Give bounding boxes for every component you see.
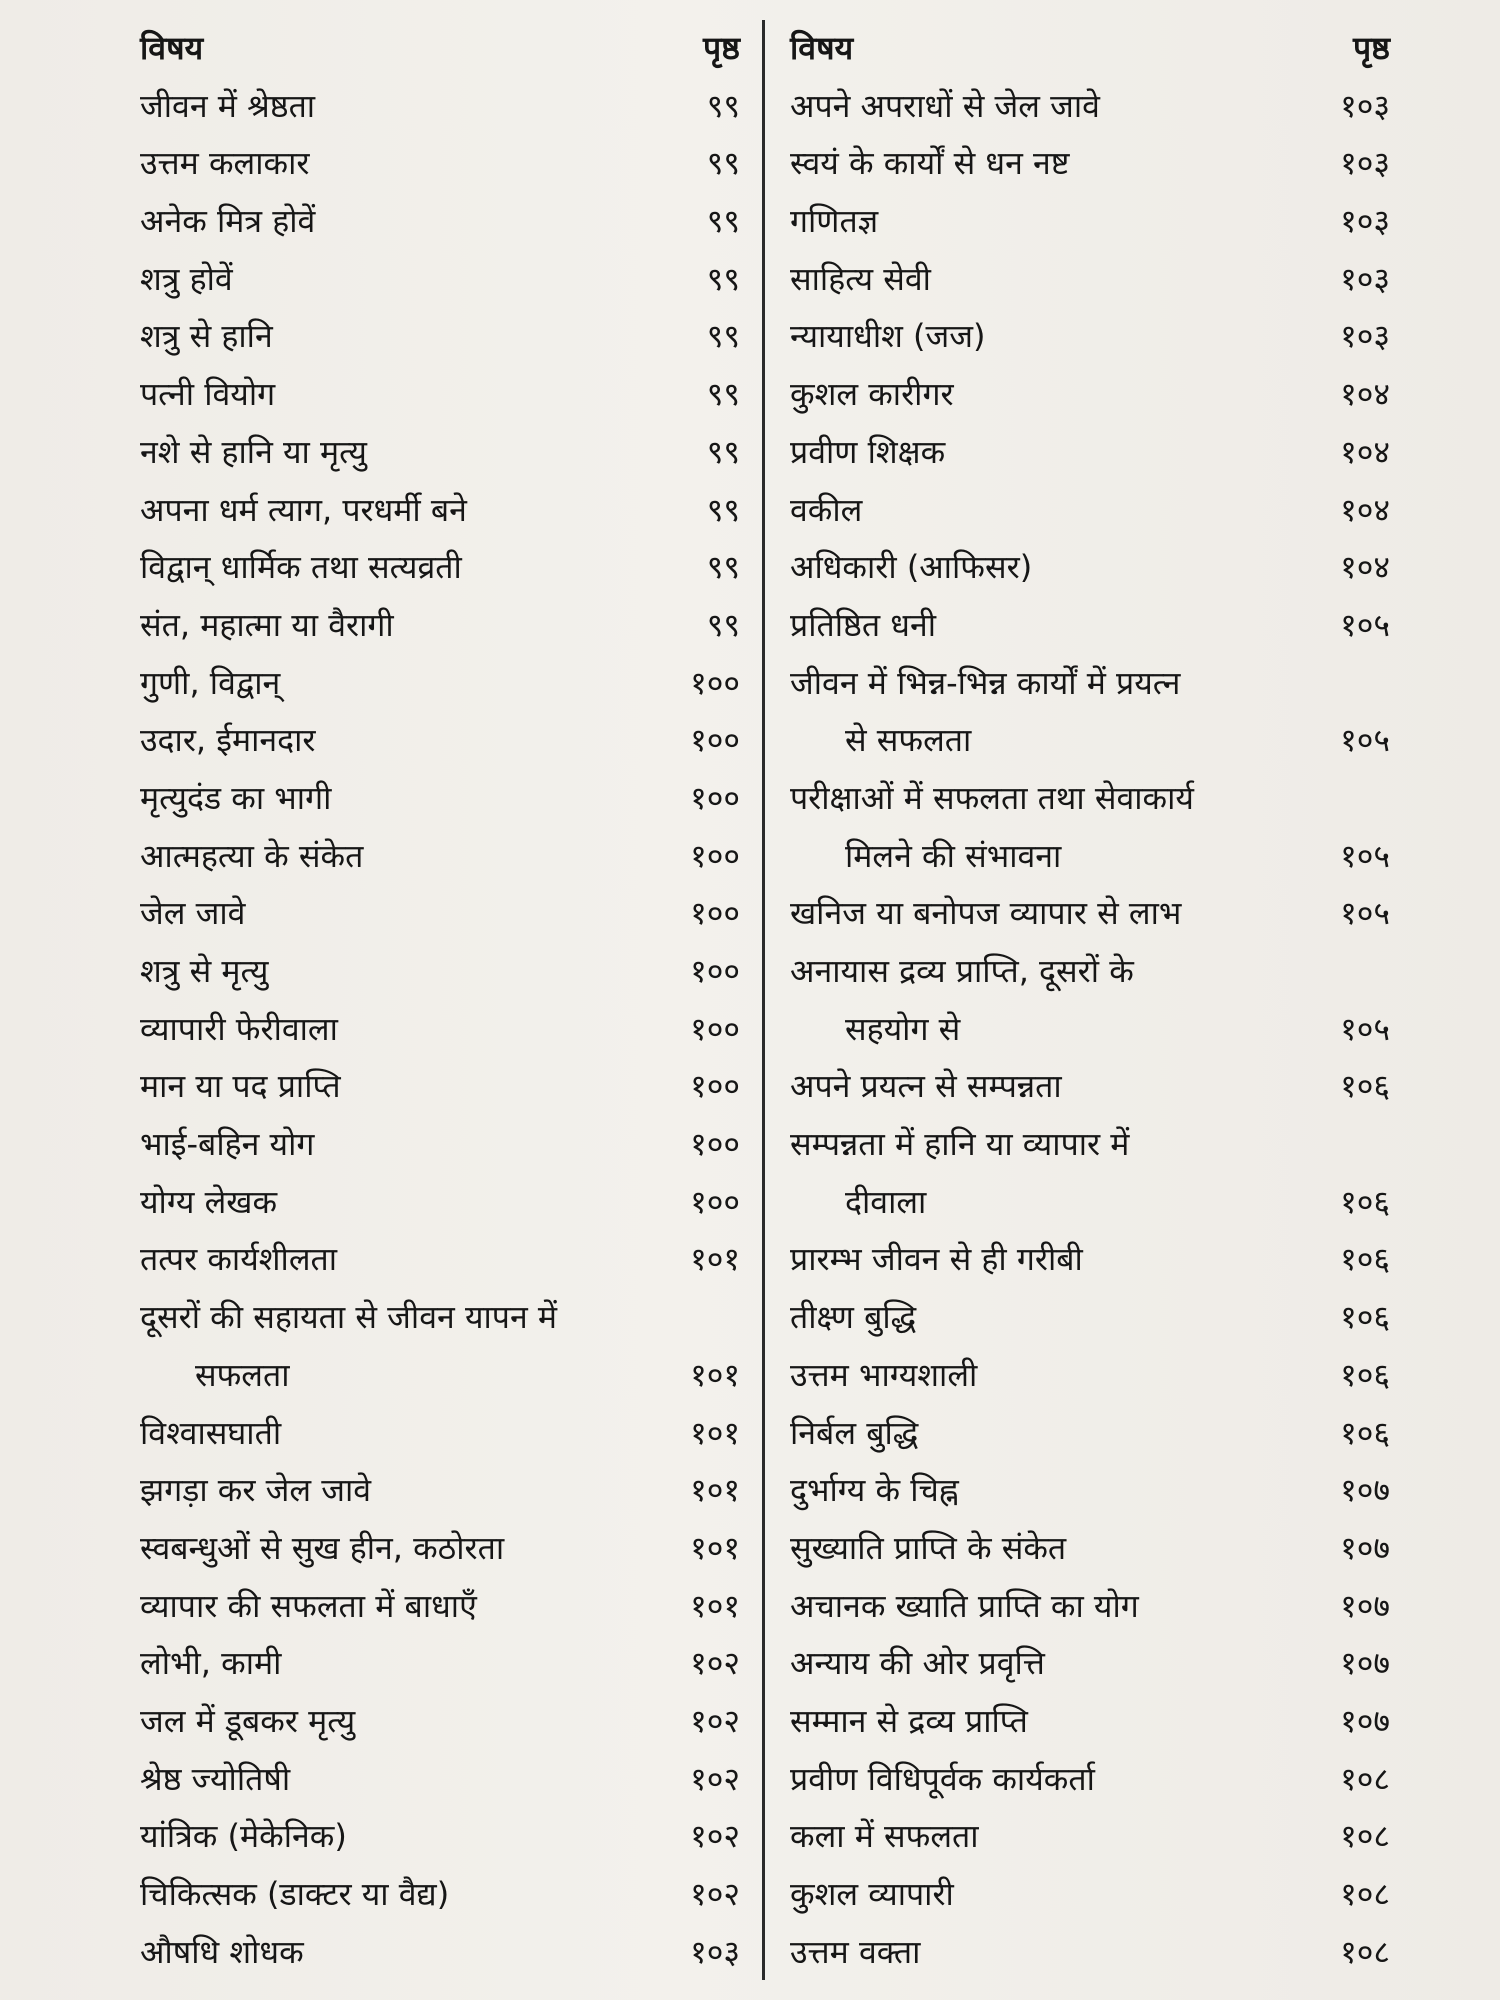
- entry-page-number: १००: [690, 1125, 740, 1164]
- entry-page-number: ९९: [706, 144, 740, 183]
- index-entry: [790, 78, 1390, 136]
- entry-topic: साहित्य सेवी: [790, 259, 931, 298]
- entry-topic: पत्नी वियोग: [140, 375, 276, 414]
- entry-page-number: १०३: [1340, 144, 1390, 183]
- index-entry: [790, 1405, 1390, 1463]
- entry-topic: अपने अपराधों से जेल जावे: [790, 86, 1100, 125]
- index-entry: [140, 1635, 740, 1693]
- entry-page-number: १०७: [1340, 1701, 1390, 1740]
- entry-topic: गुणी, विद्वान्: [140, 663, 281, 702]
- left-entry-list: [140, 78, 740, 1982]
- index-entry: [140, 482, 740, 540]
- entry-page-number: १०५: [1340, 836, 1390, 875]
- entry-topic: अनायास द्रव्य प्राप्ति, दूसरों के: [790, 952, 1134, 990]
- entry-topic: योग्य लेखक: [140, 1182, 278, 1221]
- entry-page-number: १००: [690, 1182, 740, 1221]
- entry-topic: प्रारम्भ जीवन से ही गरीबी: [790, 1240, 1083, 1279]
- entry-topic: नशे से हानि या मृत्यु: [140, 432, 367, 471]
- entry-topic: शत्रु से हानि: [140, 317, 273, 356]
- index-entry: [140, 1231, 740, 1289]
- entry-page-number: १००: [690, 1067, 740, 1106]
- index-entry: [140, 655, 740, 713]
- entry-topic: उदार, ईमानदार: [140, 721, 316, 760]
- entry-page-number: १०१: [690, 1413, 740, 1452]
- index-entry: [790, 482, 1390, 540]
- entry-topic: उत्तम भाग्यशाली: [790, 1355, 978, 1394]
- index-entry: [790, 1924, 1390, 1982]
- entry-topic: मान या पद प्राप्ति: [140, 1067, 341, 1106]
- entry-page-number: १००: [690, 663, 740, 702]
- entry-page-number: १०५: [1340, 721, 1390, 760]
- page-heading: पृष्ठ: [1352, 29, 1390, 67]
- entry-topic: उत्तम वक्ता: [790, 1932, 921, 1971]
- entry-page-number: १०७: [1340, 1471, 1390, 1510]
- index-entry: [140, 885, 740, 943]
- entry-topic: यांत्रिक (मेकेनिक): [140, 1817, 347, 1856]
- entry-page-number: १०२: [690, 1644, 740, 1683]
- entry-page-number: १०४: [1340, 490, 1390, 529]
- entry-page-number: १०१: [690, 1528, 740, 1567]
- index-entry: [140, 770, 740, 828]
- entry-page-number: १०८: [1340, 1817, 1390, 1856]
- entry-topic: लोभी, कामी: [140, 1644, 282, 1683]
- page-heading: पृष्ठ: [702, 29, 740, 67]
- index-entry: [790, 1231, 1390, 1289]
- entry-topic: अपने प्रयत्न से सम्पन्नता: [790, 1067, 1062, 1106]
- entry-page-number: ९९: [706, 605, 740, 644]
- entry-topic: दीवाला: [845, 1182, 927, 1221]
- entry-page-number: १०३: [1340, 86, 1390, 125]
- entry-page-number: १०८: [1340, 1875, 1390, 1913]
- entry-topic: गणितज्ञ: [790, 202, 879, 241]
- entry-topic: व्यापारी फेरीवाला: [140, 1009, 338, 1048]
- right-entry-list: [790, 78, 1390, 1982]
- index-entry: [140, 1289, 740, 1347]
- entry-topic: मिलने की संभावना: [845, 836, 1062, 875]
- entry-page-number: १००: [690, 1009, 740, 1048]
- entry-page-number: १०६: [1340, 1413, 1390, 1452]
- entry-page-number: १००: [690, 894, 740, 933]
- entry-page-number: १०८: [1340, 1759, 1390, 1798]
- entry-topic: सम्मान से द्रव्य प्राप्ति: [790, 1701, 1028, 1740]
- entry-topic: परीक्षाओं में सफलता तथा सेवाकार्य: [790, 778, 1194, 817]
- left-index-column: [140, 20, 740, 1981]
- entry-page-number: १०६: [1340, 1355, 1390, 1394]
- index-entry: [140, 1116, 740, 1174]
- entry-page-number: १०४: [1340, 548, 1390, 587]
- index-entry: [790, 251, 1390, 309]
- entry-page-number: १०२: [690, 1759, 740, 1798]
- entry-page-number: १०१: [690, 1240, 740, 1279]
- entry-topic: सम्पन्नता में हानि या व्यापार में: [790, 1125, 1130, 1164]
- topic-heading: विषय: [790, 29, 854, 67]
- index-entry: [790, 943, 1390, 1001]
- entry-topic: स्वबन्धुओं से सुख हीन, कठोरता: [140, 1528, 505, 1567]
- entry-page-number: १०१: [690, 1586, 740, 1625]
- entry-topic: सहयोग से: [845, 1009, 961, 1048]
- entry-page-number: ९९: [706, 259, 740, 298]
- index-entry: [790, 655, 1390, 713]
- index-entry: [140, 597, 740, 655]
- entry-topic: अधिकारी (आफिसर): [790, 548, 1033, 587]
- entry-page-number: १००: [690, 778, 740, 817]
- index-entry: [140, 1751, 740, 1809]
- entry-topic: जीवन में श्रेष्ठता: [140, 86, 316, 125]
- index-entry: [140, 1520, 740, 1578]
- entry-topic: प्रवीण विधिपूर्वक कार्यकर्ता: [790, 1759, 1095, 1798]
- entry-page-number: १०१: [690, 1471, 740, 1510]
- index-entry: [790, 1866, 1390, 1924]
- index-entry: [140, 539, 740, 597]
- index-entry: [790, 885, 1390, 943]
- index-entry: [140, 1693, 740, 1751]
- entry-topic: निर्बल बुद्धि: [790, 1413, 919, 1452]
- index-entry: [140, 712, 740, 770]
- index-entry: [790, 1058, 1390, 1116]
- entry-topic: जल में डूबकर मृत्यु: [140, 1701, 356, 1740]
- index-entry: [140, 1462, 740, 1520]
- entry-page-number: १०६: [1340, 1298, 1390, 1337]
- left-column-header: [140, 20, 740, 78]
- entry-page-number: १०४: [1340, 375, 1390, 414]
- entry-page-number: १०५: [1340, 1009, 1390, 1048]
- entry-page-number: १०२: [690, 1701, 740, 1740]
- entry-topic: सुख्याति प्राप्ति के संकेत: [790, 1528, 1067, 1567]
- index-entry: [790, 770, 1390, 828]
- index-entry: [790, 597, 1390, 655]
- entry-topic: तत्पर कार्यशीलता: [140, 1240, 338, 1279]
- entry-page-number: ९९: [706, 432, 740, 471]
- entry-topic: तीक्ष्ण बुद्धि: [790, 1298, 917, 1337]
- entry-topic: संत, महात्मा या वैरागी: [140, 605, 394, 644]
- index-entry: [790, 539, 1390, 597]
- column-divider: [762, 20, 765, 1980]
- entry-page-number: ९९: [706, 86, 740, 125]
- entry-page-number: १०३: [690, 1932, 740, 1971]
- entry-topic: उत्तम कलाकार: [140, 144, 310, 183]
- index-entry: [140, 193, 740, 251]
- index-entry: [790, 1808, 1390, 1866]
- entry-topic: औषधि शोधक: [140, 1932, 304, 1971]
- entry-page-number: ९९: [706, 548, 740, 587]
- index-entry: [790, 1289, 1390, 1347]
- entry-page-number: ९९: [706, 317, 740, 356]
- index-entry: [790, 1174, 1390, 1232]
- entry-page-number: १००: [690, 836, 740, 875]
- entry-topic: से सफलता: [845, 721, 972, 760]
- index-entry: [790, 135, 1390, 193]
- entry-topic: विश्वासघाती: [140, 1413, 282, 1452]
- entry-page-number: ९९: [706, 375, 740, 414]
- right-index-column: [790, 20, 1390, 1981]
- entry-page-number: १००: [690, 952, 740, 990]
- entry-page-number: १०७: [1340, 1644, 1390, 1683]
- entry-topic: झगड़ा कर जेल जावे: [140, 1471, 372, 1510]
- entry-topic: जीवन में भिन्न-भिन्न कार्यों में प्रयत्न: [790, 663, 1181, 702]
- index-entry: [140, 1924, 740, 1982]
- index-entry: [790, 366, 1390, 424]
- index-entry: [790, 1347, 1390, 1405]
- entry-page-number: १०४: [1340, 432, 1390, 471]
- entry-page-number: १०२: [690, 1817, 740, 1856]
- entry-topic: अनेक मित्र होवें: [140, 202, 316, 241]
- entry-page-number: १०६: [1340, 1182, 1390, 1221]
- entry-page-number: १०३: [1340, 202, 1390, 241]
- entry-topic: व्यापार की सफलता में बाधाएँ: [140, 1586, 477, 1625]
- entry-page-number: १०२: [690, 1875, 740, 1913]
- entry-page-number: ९९: [706, 490, 740, 529]
- entry-page-number: १०५: [1340, 605, 1390, 644]
- entry-topic: प्रवीण शिक्षक: [790, 432, 946, 471]
- entry-topic: भाई-बहिन योग: [140, 1125, 315, 1164]
- index-entry: [140, 251, 740, 309]
- entry-topic: खनिज या बनोपज व्यापार से लाभ: [790, 894, 1182, 933]
- entry-topic: दुर्भाग्य के चिह्न: [790, 1471, 959, 1510]
- entry-page-number: १०३: [1340, 259, 1390, 298]
- index-entry: [790, 1693, 1390, 1751]
- entry-page-number: १०५: [1340, 894, 1390, 933]
- index-entry: [140, 308, 740, 366]
- entry-topic: अचानक ख्याति प्राप्ति का योग: [790, 1586, 1139, 1625]
- index-entry: [140, 1405, 740, 1463]
- entry-topic: अन्याय की ओर प्रवृत्ति: [790, 1644, 1045, 1683]
- entry-topic: श्रेष्ठ ज्योतिषी: [140, 1759, 291, 1798]
- index-entry: [140, 943, 740, 1001]
- index-entry: [140, 1058, 740, 1116]
- entry-topic: अपना धर्म त्याग, परधर्मी बने: [140, 490, 467, 529]
- index-entry: [790, 308, 1390, 366]
- entry-topic: प्रतिष्ठित धनी: [790, 605, 937, 644]
- index-entry: [140, 1866, 740, 1924]
- entry-topic: कुशल कारीगर: [790, 375, 954, 414]
- entry-page-number: १०३: [1340, 317, 1390, 356]
- entry-topic: जेल जावे: [140, 894, 246, 933]
- entry-topic: कुशल व्यापारी: [790, 1875, 954, 1913]
- entry-topic: विद्वान् धार्मिक तथा सत्यव्रती: [140, 548, 462, 587]
- entry-topic: वकील: [790, 490, 863, 529]
- index-entry: [140, 78, 740, 136]
- right-column-header: [790, 20, 1390, 78]
- entry-topic: दूसरों की सहायता से जीवन यापन में: [140, 1298, 558, 1337]
- entry-topic: मृत्युदंड का भागी: [140, 778, 332, 817]
- index-entry: [790, 1751, 1390, 1809]
- index-entry: [790, 193, 1390, 251]
- index-entry: [790, 1462, 1390, 1520]
- index-entry: [140, 1174, 740, 1232]
- entry-page-number: १०६: [1340, 1067, 1390, 1106]
- index-entry: [790, 1520, 1390, 1578]
- entry-topic: आत्महत्या के संकेत: [140, 836, 364, 875]
- entry-topic: न्यायाधीश (जज): [790, 317, 986, 356]
- entry-page-number: १०८: [1340, 1932, 1390, 1971]
- entry-topic: शत्रु से मृत्यु: [140, 952, 269, 990]
- entry-topic: चिकित्सक (डाक्टर या वैद्य): [140, 1875, 450, 1913]
- entry-topic: सफलता: [195, 1355, 290, 1394]
- entry-page-number: १०१: [690, 1355, 740, 1394]
- index-entry: [140, 1808, 740, 1866]
- index-entry: [790, 712, 1390, 770]
- index-entry: [140, 1347, 740, 1405]
- index-entry: [790, 1635, 1390, 1693]
- index-entry: [790, 1116, 1390, 1174]
- index-entry: [140, 1001, 740, 1059]
- index-entry: [790, 424, 1390, 482]
- index-entry: [790, 1578, 1390, 1636]
- index-entry: [140, 366, 740, 424]
- index-entry: [790, 1001, 1390, 1059]
- index-entry: [140, 135, 740, 193]
- index-entry: [790, 828, 1390, 886]
- entry-page-number: १०६: [1340, 1240, 1390, 1279]
- entry-topic: स्वयं के कार्यों से धन नष्ट: [790, 144, 1070, 183]
- entry-topic: कला में सफलता: [790, 1817, 979, 1856]
- entry-topic: शत्रु होवें: [140, 259, 233, 298]
- entry-page-number: १००: [690, 721, 740, 760]
- index-entry: [140, 1578, 740, 1636]
- index-entry: [140, 828, 740, 886]
- topic-heading: विषय: [140, 29, 204, 67]
- entry-page-number: ९९: [706, 202, 740, 241]
- entry-page-number: १०७: [1340, 1528, 1390, 1567]
- index-entry: [140, 424, 740, 482]
- entry-page-number: १०७: [1340, 1586, 1390, 1625]
